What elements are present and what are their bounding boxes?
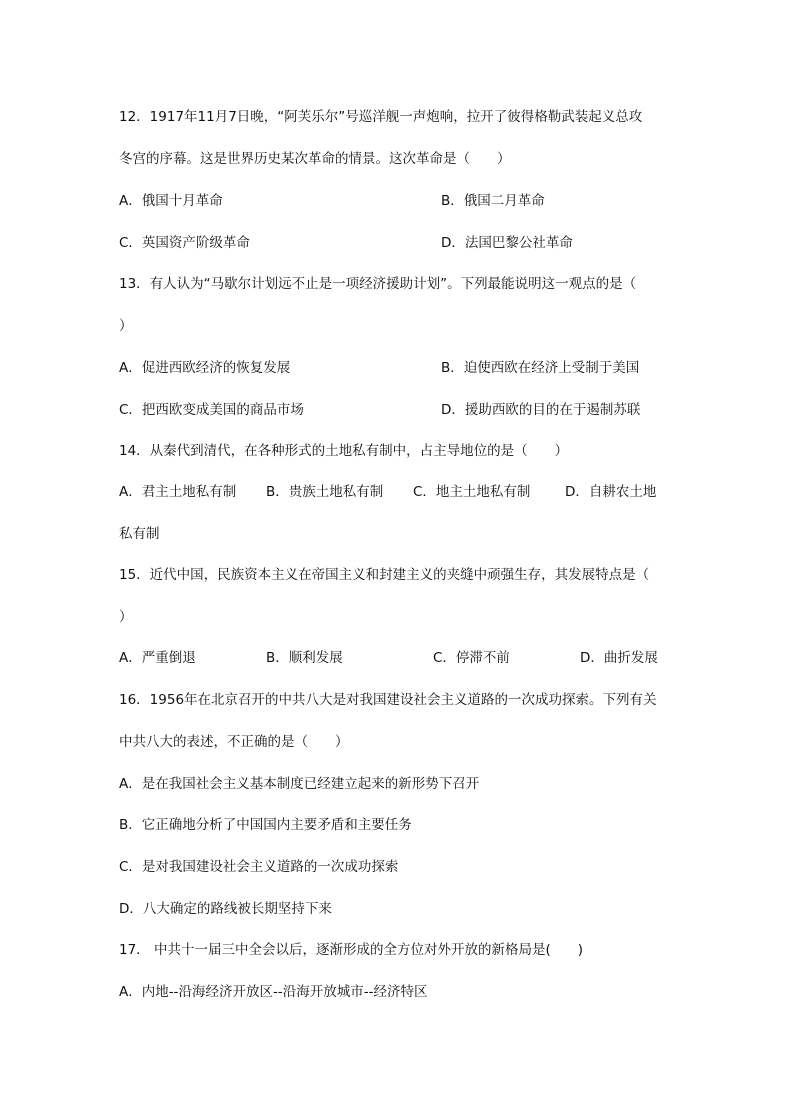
q17-stem-line1: 17． 中共十一届三中全会以后，逐渐形成的全方位对外开放的新格局是( ) [119, 942, 584, 958]
q16-option-d: D．八大确定的路线被长期坚持下来 [119, 901, 332, 917]
q14-option-b: B．贵族土地私有制 [266, 484, 384, 500]
q12-option-c: C．英国资产阶级革命 [119, 235, 250, 251]
q14-option-d: D．自耕农土地 [565, 484, 657, 500]
q16-stem-line1: 16．1956年在北京召开的中共八大是对我国建设社会主义道路的一次成功探索。下列有关 [119, 692, 657, 708]
q15-option-c: C．停滞不前 [433, 650, 510, 666]
q16-stem-line2: 中共八大的表述，不正确的是（ ） [119, 734, 349, 750]
q16-option-a: A．是在我国社会主义基本制度已经建立起来的新形势下召开 [119, 776, 480, 792]
q12-stem-line2: 冬宫的序幕。这是世界历史某次革命的情景。这次革命是（ ） [119, 151, 511, 167]
q15-stem-line2: ） [119, 609, 133, 625]
q14-option-d-wrap: 私有制 [119, 526, 160, 542]
q13-option-c: C．把西欧变成美国的商品市场 [119, 402, 304, 418]
q12-stem-line1: 12．1917年11月7日晚，“阿芙乐尔”号巡洋舰一声炮响，拉开了彼得格勒武装起义总攻 [119, 109, 643, 125]
q13-stem-line2: ） [119, 318, 133, 334]
q16-option-c: C．是对我国建设社会主义道路的一次成功探索 [119, 859, 399, 875]
q12-option-a: A．俄国十月革命 [119, 193, 223, 209]
q13-stem-line1: 13．有人认为“马歇尔计划远不止是一项经济援助计划”。下列最能说明这一观点的是（ [119, 276, 637, 292]
q15-option-b: B．顺利发展 [266, 650, 343, 666]
q15-options-row [119, 647, 679, 669]
q14-options-row [119, 481, 679, 503]
q14-option-a: A．君主土地私有制 [119, 484, 237, 500]
q14-option-c: C．地主土地私有制 [413, 484, 531, 500]
q15-option-a: A．严重倒退 [119, 650, 196, 666]
q13-option-a: A．促进西欧经济的恢复发展 [119, 360, 291, 376]
q16-option-b: B．它正确地分析了中国国内主要矛盾和主要任务 [119, 817, 412, 833]
q17-option-a: A．内地--沿海经济开放区--沿海开放城市--经济特区 [119, 984, 428, 1000]
q12-option-b: B．俄国二月革命 [441, 193, 545, 209]
q15-stem-line1: 15．近代中国，民族资本主义在帝国主义和封建主义的夹缝中顽强生存，其发展特点是（ [119, 567, 650, 583]
q15-option-d: D．曲折发展 [580, 650, 658, 666]
q12-option-d: D．法国巴黎公社革命 [441, 235, 573, 251]
q13-option-d: D．援助西欧的目的在于遏制苏联 [441, 402, 641, 418]
q13-option-b: B．迫使西欧在经济上受制于美国 [441, 360, 640, 376]
q14-stem-line1: 14．从秦代到清代，在各种形式的土地私有制中，占主导地位的是（ ） [119, 443, 569, 459]
